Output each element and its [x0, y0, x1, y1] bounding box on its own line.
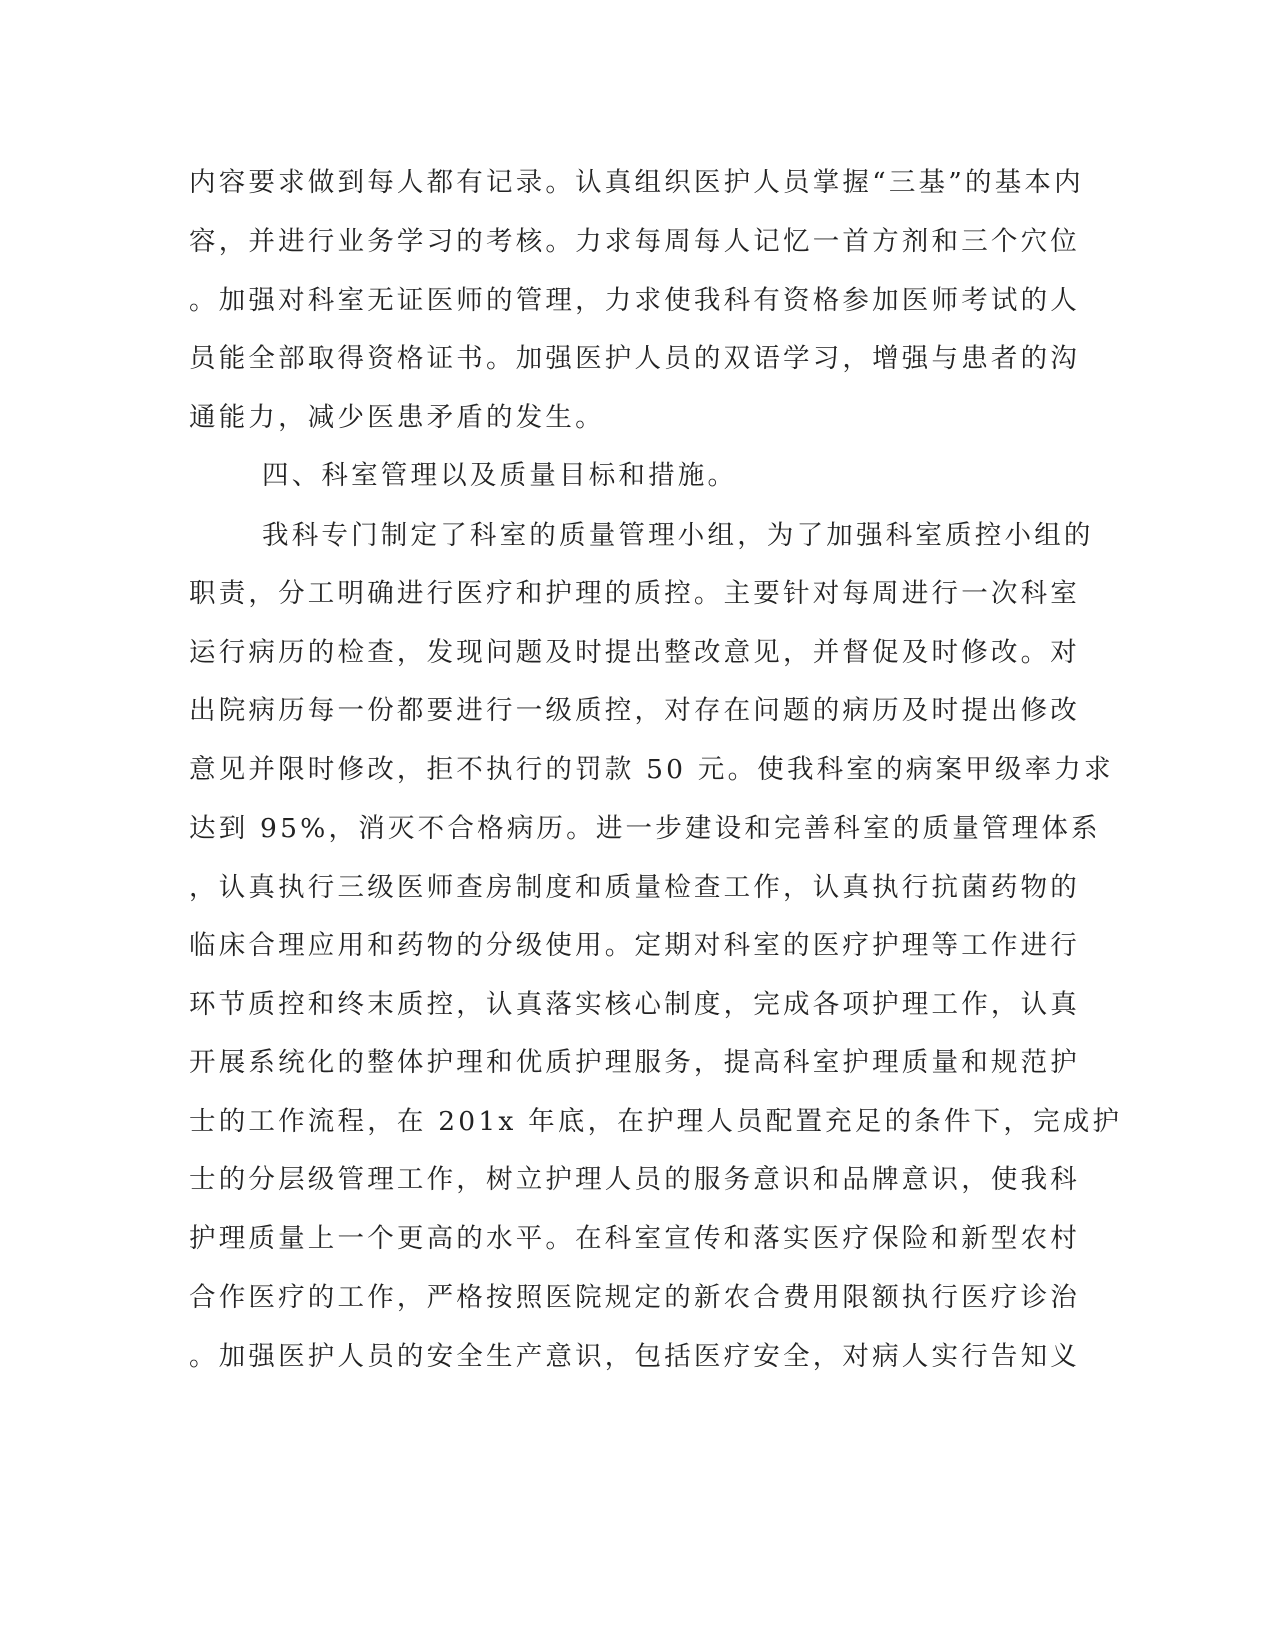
text-line: 开展系统化的整体护理和优质护理服务，提高科室护理质量和规范护: [189, 1047, 1080, 1078]
text-line: 。加强医护人员的安全生产意识，包括医疗安全，对病人实行告知义: [189, 1341, 1080, 1372]
text-line: 出院病历每一份都要进行一级质控，对存在问题的病历及时提出修改: [189, 695, 1080, 726]
text-line: 士的分层级管理工作，树立护理人员的服务意识和品牌意识，使我科: [189, 1164, 1080, 1195]
section-heading: 四、科室管理以及质量目标和措施。: [262, 460, 738, 491]
text-line: 我科专门制定了科室的质量管理小组，为了加强科室质控小组的: [262, 520, 1094, 551]
text-line: 临床合理应用和药物的分级使用。定期对科室的医疗护理等工作进行: [189, 930, 1080, 961]
text-line: 护理质量上一个更高的水平。在科室宣传和落实医疗保险和新型农村: [189, 1223, 1080, 1254]
text-line: 员能全部取得资格证书。加强医护人员的双语学习，增强与患者的沟: [189, 343, 1080, 374]
text-line: 士的工作流程，在 201x 年底，在护理人员配置充足的条件下，完成护: [189, 1106, 1123, 1137]
text-line: 合作医疗的工作，严格按照医院规定的新农合费用限额执行医疗诊治: [189, 1282, 1080, 1313]
text-line: 达到 95%，消灭不合格病历。进一步建设和完善科室的质量管理体系: [189, 813, 1101, 844]
text-line: 通能力，减少医患矛盾的发生。: [189, 402, 605, 433]
text-line: 运行病历的检查，发现问题及时提出整改意见，并督促及时修改。对: [189, 637, 1080, 668]
text-line: 容，并进行业务学习的考核。力求每周每人记忆一首方剂和三个穴位: [189, 226, 1080, 257]
text-line: 环节质控和终末质控，认真落实核心制度，完成各项护理工作，认真: [189, 989, 1080, 1020]
text-line: 。加强对科室无证医师的管理，力求使我科有资格参加医师考试的人: [189, 285, 1080, 316]
text-line: 内容要求做到每人都有记录。认真组织医护人员掌握“三基”的基本内: [189, 167, 1084, 198]
text-line: ，认真执行三级医师查房制度和质量检查工作，认真执行抗菌药物的: [189, 872, 1080, 903]
text-line: 职责，分工明确进行医疗和护理的质控。主要针对每周进行一次科室: [189, 578, 1080, 609]
text-line: 意见并限时修改，拒不执行的罚款 50 元。使我科室的病案甲级率力求: [189, 754, 1114, 785]
